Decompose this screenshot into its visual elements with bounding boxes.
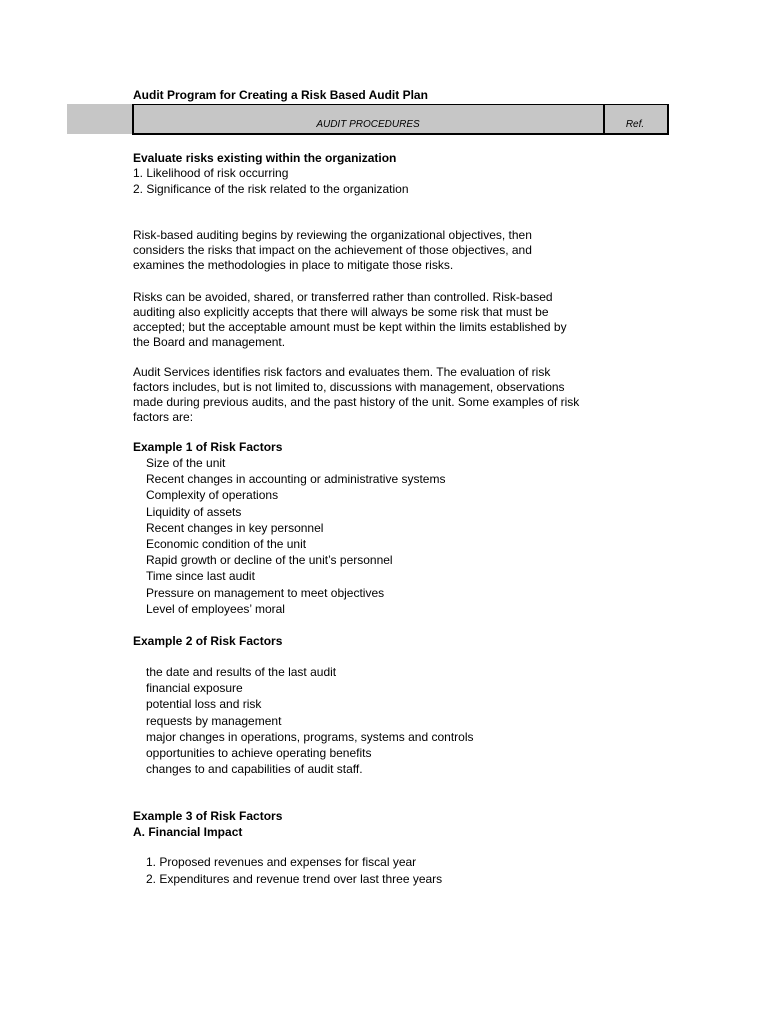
example1-list [146, 455, 445, 617]
paragraph-line: Audit Services identifies risk factors and evaluates them. The evaluation of risk [133, 365, 551, 379]
list-item: opportunities to achieve operating benefits [146, 746, 372, 761]
list-item: Complexity of operations [146, 488, 279, 503]
paragraph-line: factors includes, but is not limited to, discussions with management, observations [133, 380, 565, 394]
section-item-likelihood: 1. Likelihood of risk occurring [133, 166, 289, 180]
paragraph-risk-acceptance [133, 290, 608, 350]
example1-heading: Example 1 of Risk Factors [133, 440, 283, 454]
list-item: Recent changes in key personnel [146, 520, 324, 535]
paragraph-line: Risks can be avoided, shared, or transferred rather than controlled. Risk-based [133, 290, 553, 304]
list-item: Recent changes in accounting or administrative systems [146, 472, 446, 487]
paragraph-line: auditing also explicitly accepts that there will always be some risk that must be [133, 305, 549, 319]
list-item: the date and results of the last audit [146, 665, 337, 679]
list-item: financial exposure [146, 681, 243, 696]
example3-item-revenues: 1. Proposed revenues and expenses for fiscal year [146, 855, 417, 869]
paragraph-audit-services [133, 365, 608, 425]
list-item: Size of the unit [146, 456, 226, 470]
paragraph-line: accepted; but the acceptable amount must be kept within the limits established by [133, 320, 567, 334]
paragraph-line: factors are: [133, 410, 194, 424]
example3-item-trend: 2. Expenditures and revenue trend over last three years [146, 872, 443, 886]
list-item: Economic condition of the unit [146, 537, 307, 552]
list-item: Level of employees’ moral [146, 601, 285, 616]
paragraph-line: made during previous audits, and the past history of the unit. Some examples of risk [133, 395, 580, 409]
paragraph-line: Risk-based auditing begins by reviewing the organizational objectives, then [133, 228, 532, 242]
document-title: Audit Program for Creating a Risk Based Audit Plan [133, 88, 428, 102]
header-procedures-label: AUDIT PROCEDURES [316, 119, 420, 130]
list-item: changes to and capabilities of audit staff. [146, 762, 363, 777]
section-item-significance: 2. Significance of the risk related to the organization [133, 182, 409, 196]
example3-subheading: A. Financial Impact [133, 825, 243, 839]
example2-heading: Example 2 of Risk Factors [133, 634, 283, 648]
example2-list [146, 664, 474, 777]
list-item: requests by management [146, 713, 282, 728]
list-item: major changes in operations, programs, systems and controls [146, 729, 474, 744]
list-item: Time since last audit [146, 569, 255, 584]
list-item: Pressure on management to meet objectives [146, 585, 385, 600]
paragraph-line: examines the methodologies in place to mitigate those risks. [133, 258, 454, 272]
list-item: Liquidity of assets [146, 504, 242, 519]
list-item: potential loss and risk [146, 697, 262, 712]
paragraph-risk-based-auditing [133, 228, 608, 273]
section-heading: Evaluate risks existing within the organization [133, 151, 397, 165]
paragraph-line: the Board and management. [133, 335, 286, 349]
header-ref-label: Ref. [625, 119, 645, 130]
example3-heading: Example 3 of Risk Factors [133, 809, 283, 823]
list-item: Rapid growth or decline of the unit’s personnel [146, 553, 393, 568]
paragraph-line: considers the risks that impact on the achievement of those objectives, and [133, 243, 532, 257]
